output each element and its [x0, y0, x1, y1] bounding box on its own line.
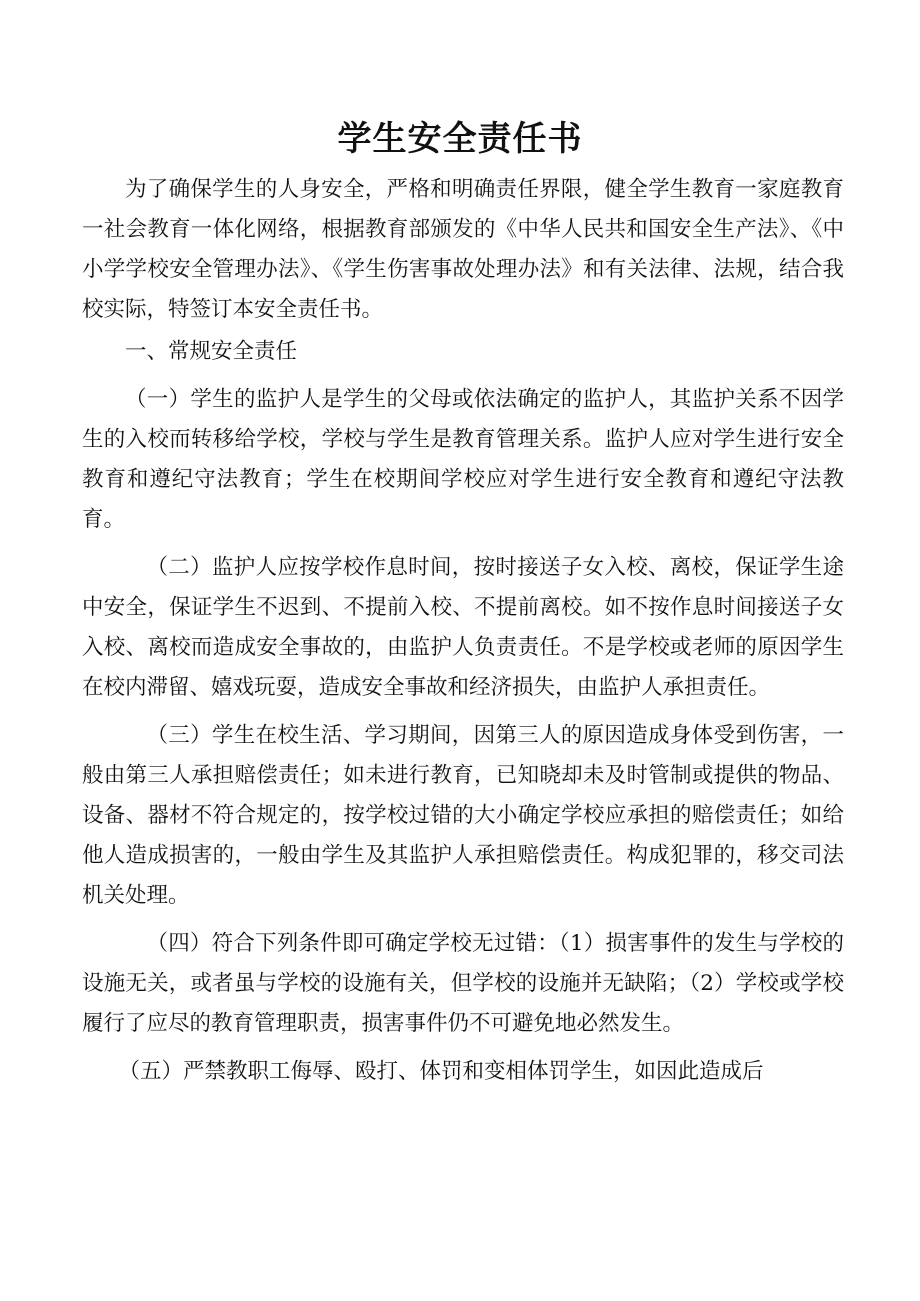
- clause-2-paragraph: （二）监护人应按学校作息时间，按时接送子女入校、离校，保证学生途中安全，保证学生不迟到、不提前入校、不提前离校。如不按作息时间接送子女入校、离校而造成安全事故的，由监护人负责责任。不是学校或老师的原因学生在校内滞留、嬉戏玩耍，造成安全事故和经济损失，由监护人承担责任。: [82, 555, 844, 700]
- clause-5-paragraph: （五）严禁教职工侮辱、殴打、体罚和变相体罚学生，如因此造成后: [118, 1059, 764, 1084]
- intro-paragraph: 为了确保学生的人身安全，严格和明确责任界限，健全学生教育一家庭教育一社会教育一体化网络，根据教育部颁发的《中华人民共和国安全生产法》、《中小学学校安全管理办法》、《学生伤害事故处理办法》和有关法律、法规，结合我校实际，特签订本安全责任书。: [82, 177, 844, 322]
- section-heading: 一、常规安全责任: [125, 339, 298, 364]
- page-title: 学生安全责任书: [337, 119, 583, 159]
- clause-3-paragraph: （三）学生在校生活、学习期间，因第三人的原因造成身体受到伤害，一般由第三人承担赔偿责任；如未进行教育，已知晓却未及时管制或提供的物品、设备、器材不符合规定的，按学校过错的大小确定学校应承担的赔偿责任；如给他人造成损害的，一般由学生及其监护人承担赔偿责任。构成犯罪的，移交司法机关处理。: [82, 723, 844, 908]
- clause-4-paragraph: （四）符合下列条件即可确定学校无过错：（1）损害事件的发生与学校的设施无关，或者虽与学校的设施有关，但学校的设施并无缺陷；（2）学校或学校履行了应尽的教育管理职责，损害事件仍不可避免地必然发生。: [82, 931, 844, 1036]
- clause-1-paragraph: （一）学生的监护人是学生的父母或依法确定的监护人，其监护关系不因学生的入校而转移给学校，学校与学生是教育管理关系。监护人应对学生进行安全教育和遵纪守法教育；学生在校期间学校应对学生进行安全教育和遵纪守法教育。: [82, 387, 844, 532]
- document-body: [82, 170, 844, 1092]
